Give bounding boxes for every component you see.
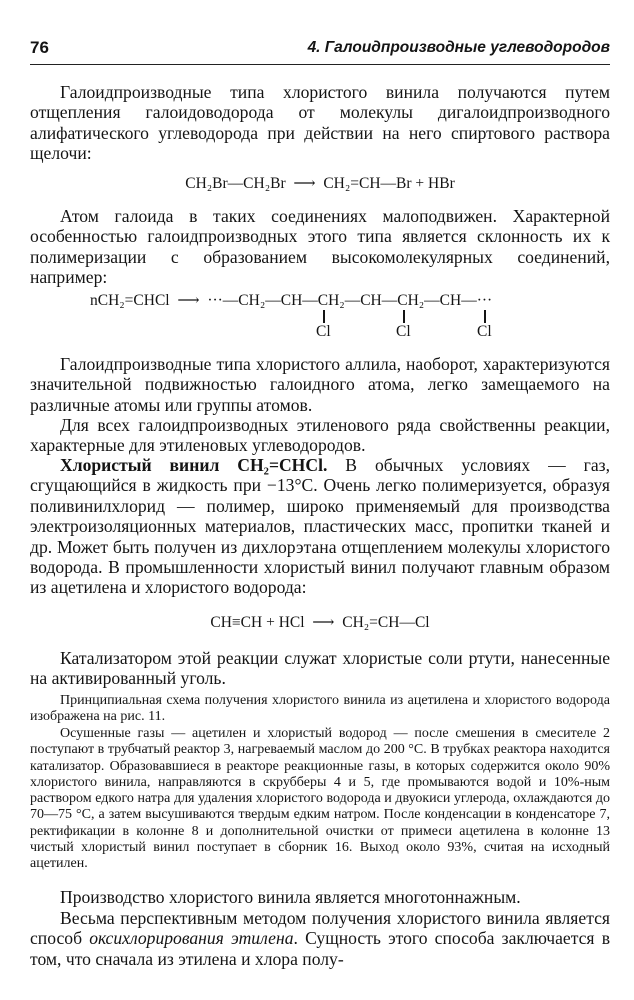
- oxychlorination-text-end: . Сущность этого способа заключается в том, что сначала из этилена и хлора полу-: [30, 928, 610, 969]
- paragraph-intro: Галоидпроизводные типа хлористого винила получаются путем отщепления галоидоводорода от молекулы дигалоидпроизводного алифатического углеводорода при действии на него спиртового раствора щелочи:: [30, 82, 610, 164]
- page-header: [30, 38, 610, 65]
- page-number: 76: [30, 38, 49, 57]
- equation-dehydrohalogenation: CH₂Br—CH₂Br ⟶ CH₂=CH—Br + HBr: [185, 175, 455, 192]
- paragraph-catalyst: Катализатором этой реакции служат хлористые соли ртути, нанесенные на активированный уголь.: [30, 648, 610, 689]
- paragraph-ethylene-series: Для всех галоидпроизводных этиленового ряда свойственны реакции, характерные для этиленовых углеводородов.: [30, 415, 610, 456]
- paragraph-polymerization: Атом галоида в таких соединениях малоподвижен. Характерной особенностью галоидпроизводных этого типа является склонность их к полимеризации с образованием высокомолекулярных соединений, например:: [30, 206, 610, 288]
- cl-bond: [323, 310, 325, 323]
- oxychlorination-term: оксихлорирования этилена: [89, 928, 294, 949]
- small-paragraph-scheme: Принципиальная схема получения хлористого винила из ацетилена и хлористого водорода изображена на рис. 11.: [30, 693, 610, 725]
- polymer-chain: nCH₂=CHCl ⟶ ···—CH₂—CH—CH₂—CH—CH₂—CH—···: [90, 292, 493, 309]
- chlorine-substituent: Cl: [477, 323, 492, 340]
- vinyl-chloride-text: В обычных условиях — газ, сгущающийся в жидкость при −13°C. Очень легко полимеризуется, образуя поливинилхлорид — полимер, широко применяемый для производства электроизоляционных материалов, пластических масс, пропитки тканей и др. Может быть получен из дихлорэтана отщеплением молекулы хлористого водорода. В промышленности хлористый винил получают главным образом из ацетилена и хлористого водорода:: [30, 455, 610, 598]
- paragraph-allyl-chloride: Галоидпроизводные типа хлористого аллила, наоборот, характеризуются значительной подвижностью галоидного атома, легко замещаемого на различные атомы или группы атомов.: [30, 354, 610, 415]
- paragraph-oxychlorination: [30, 908, 610, 969]
- paragraph-production-scale: Производство хлористого винила является многотоннажным.: [60, 887, 521, 907]
- chlorine-substituent: Cl: [396, 323, 411, 340]
- paragraph-vinyl-chloride: [30, 455, 610, 598]
- small-paragraph-process: Осушенные газы — ацетилен и хлористый водород — после смешения в смесителе 2 поступают в трубчатый реактор 3, нагреваемый маслом до 200 °С. В трубках реактора находится катализатор. Образовавшиеся в реакторе реакционные газы, в которых содержится около 90% хлористого винила, направляются в скрубберы 4 и 5, где промываются водой и 10%-ным раствором едкого натра для удаления хлористого водорода и двуокиси углерода, охлаждаются до 70—75 °С, а затем высушиваются твердым едким натром. После конденсации в конденсаторе 7, ректификации в колонне 8 и дополнительной очистки от примеси ацетилена в колонне 13 чистый хлористый винил поступает в сборник 16. Выход около 93%, считая на исходный ацетилен.: [30, 726, 610, 872]
- section-title-vinyl-chloride: Хлористый винил CH₂=CHCl.: [60, 455, 328, 475]
- polymerization-equation: [90, 291, 550, 339]
- cl-bond: [484, 310, 486, 323]
- oxychlorination-text-start: Весьма перспективным методом получения хлористого винила является способ: [30, 908, 610, 949]
- chlorine-substituent: Cl: [316, 323, 331, 340]
- equation-acetylene-hcl: CH≡CH + HCl ⟶ CH₂=CH—Cl: [210, 614, 430, 631]
- running-title: 4. Галоидпроизводные углеводородов: [307, 39, 610, 56]
- cl-bond: [403, 310, 405, 323]
